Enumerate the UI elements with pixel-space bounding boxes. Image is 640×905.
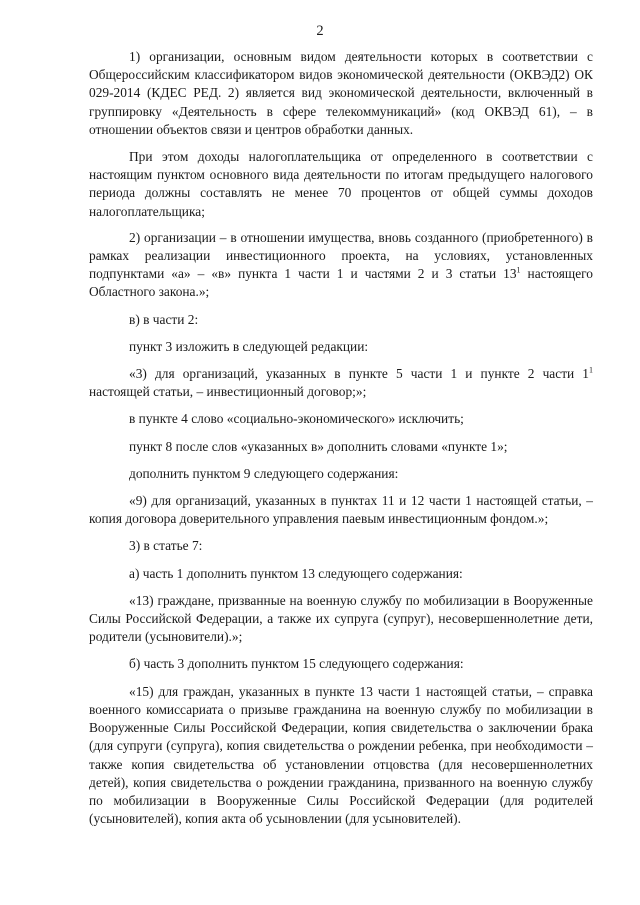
superscript-1: 1	[516, 265, 521, 275]
paragraph-part-1-intro: а) часть 1 дополнить пунктом 13 следующего содержания:	[129, 565, 463, 581]
paragraph-income-condition: При этом доходы налогоплательщика от определенного в соответствии с настоящим пунктом основного вида деятельности по итогам предыдущего налогового периода должны составлять не менее 70 процентов от общей суммы доходов налогоплательщика;	[89, 149, 593, 219]
paragraph-point-13-text: «13) граждане, призванные на военную службу по мобилизации в Вооруженные Силы Российской Федерации, а также их супруга (супруг), несовершеннолетние дети, родители (усыновители).»;	[89, 592, 593, 645]
paragraph-article-7-heading: 3) в статье 7:	[129, 538, 203, 554]
document-body	[89, 48, 593, 828]
paragraph-point-3-text-b: настоящей статьи, – инвестиционный договор;»;	[89, 384, 367, 400]
paragraph-point-3-text	[89, 365, 593, 401]
paragraph-point-3-intro: пункт 3 изложить в следующей редакции:	[129, 338, 369, 354]
paragraph-point-3-text-a: «3) для организаций, указанных в пункте 5 части 1 и пункте 2 части 1	[129, 366, 589, 382]
paragraph-item-1-telecom: 1) организации, основным видом деятельности которых в соответствии с Общероссийским классификатором видов экономической деятельности (ОКВЭД2) ОК 029-2014 (КДЕС РЕД. 2) является вид экономической деятельности, включенный в группировку «Деятельность в сфере телекоммуникаций» (код ОКВЭД 61), – в отношении объектов связи и центров обработки данных.	[89, 49, 593, 137]
paragraph-part-2-heading: в) в части 2:	[129, 311, 199, 327]
paragraph-part-3-intro: б) часть 3 дополнить пунктом 15 следующего содержания:	[129, 656, 464, 672]
paragraph-point-9-text: «9) для организаций, указанных в пунктах 11 и 12 части 1 настоящей статьи, – копия договора доверительного управления паевым инвестиционным фондом.»;	[89, 493, 593, 527]
paragraph-point-4-change: в пункте 4 слово «социально-экономического» исключить;	[129, 411, 464, 427]
paragraph-point-9-intro: дополнить пунктом 9 следующего содержания:	[129, 465, 399, 481]
superscript-1: 1	[589, 365, 593, 375]
paragraph-point-15-text: «15) для граждан, указанных в пункте 13 части 1 настоящей статьи, – справка военного комиссариата о призыве гражданина на военную службу по мобилизации в Вооруженные Силы Российской Федерации, копия свидетельства о заключении брака (для супруги (супруга), копия свидетельства о рождении ребенка, при необходимости – также копия свидетельства об установлении отцовства (для несовершеннолетних детей), копия свидетельства о рождении гражданина, призванного на военную службу по мобилизации в Вооруженные Силы Российской Федерации (для родителей (усыновителей), копия акта об усыновлении (для усыновителей).	[89, 683, 593, 827]
paragraph-item-2-text-a: 2) организации – в отношении имущества, вновь созданного (приобретенного) в рамках реализации инвестиционного проекта, на условиях, установленных подпунктами «а» – «в» пункта 1 части 1 и частями 2 и 3 статьи 13	[89, 229, 593, 282]
paragraph-item-2-investment	[89, 229, 593, 302]
paragraph-item-2-text-b: настоящего Областного закона.»;	[89, 266, 593, 300]
paragraph-point-8-change: пункт 8 после слов «указанных в» дополнить словами «пункте 1»;	[129, 438, 508, 454]
page-number: 2	[316, 23, 324, 39]
